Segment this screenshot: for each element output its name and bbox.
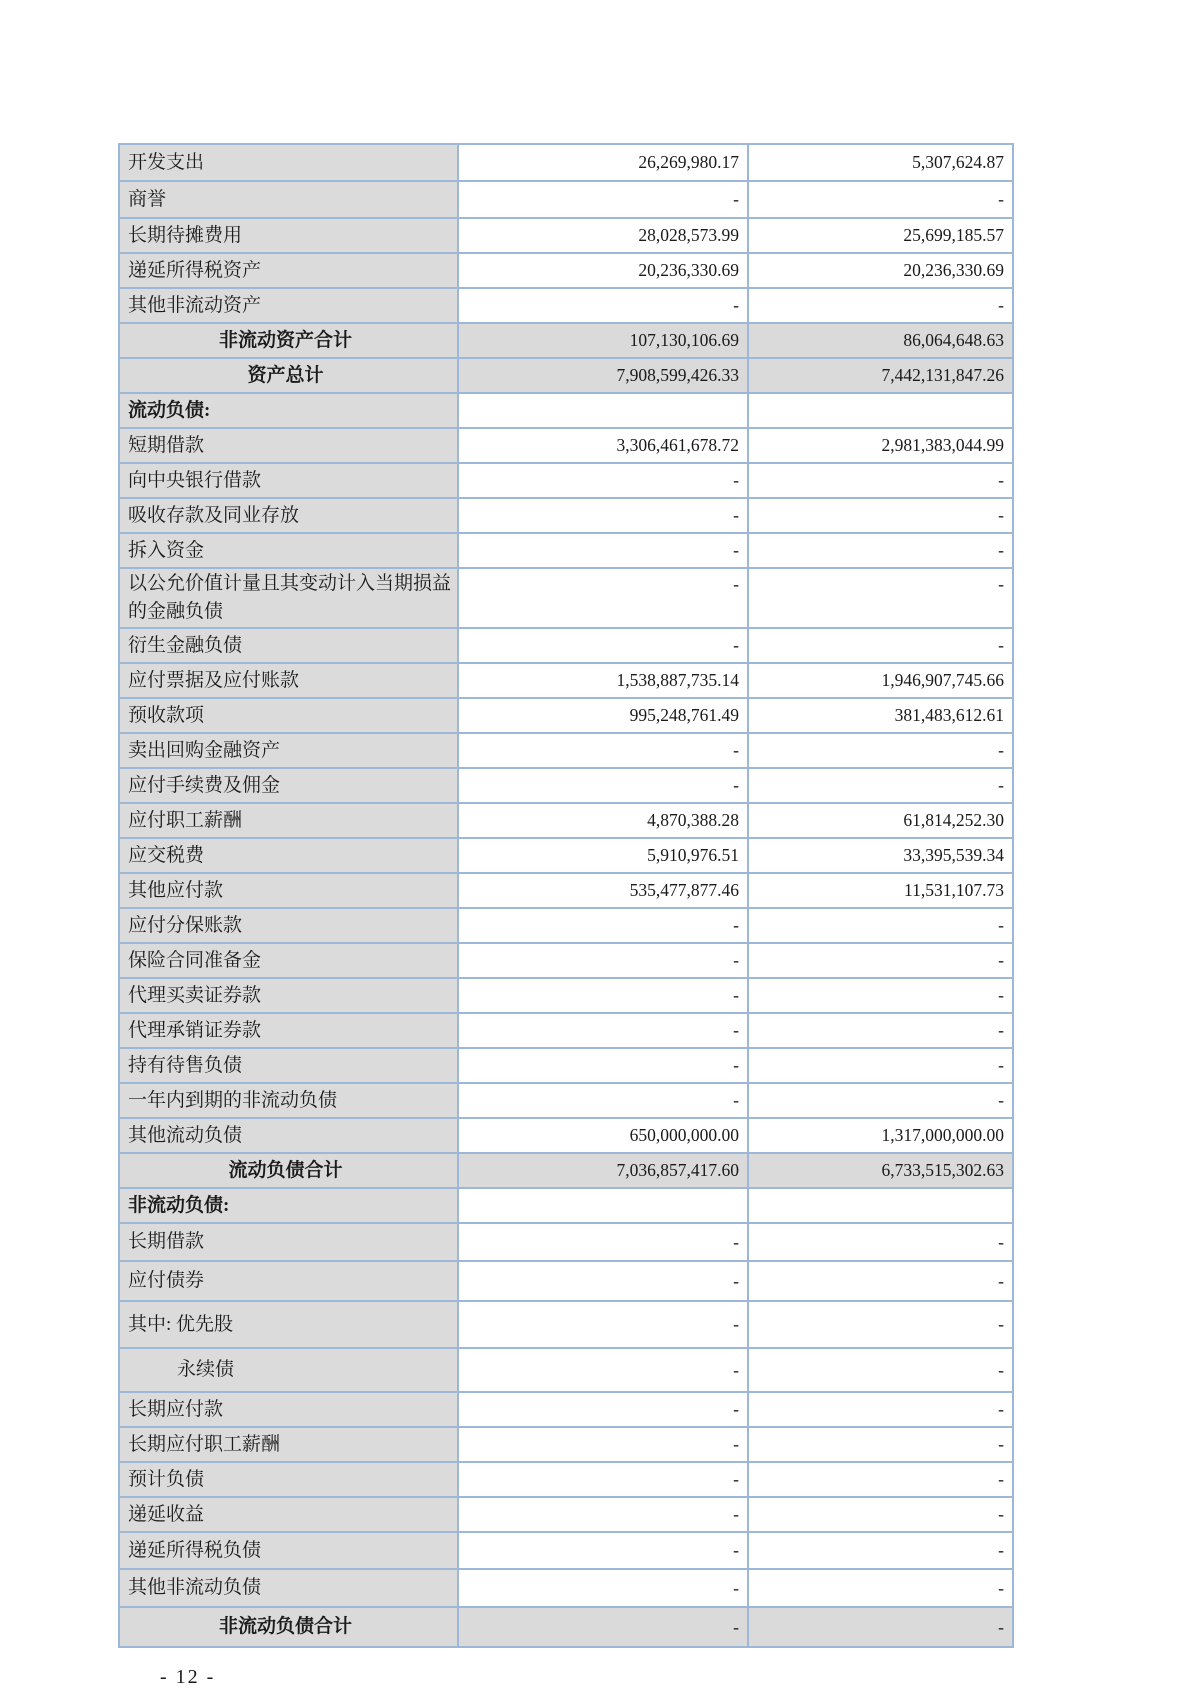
row-label: 应付职工薪酬: [119, 803, 458, 838]
row-label: 其他流动负债: [119, 1118, 458, 1153]
value-current-period: 995,248,761.49: [458, 698, 748, 733]
value-prior-period: 6,733,515,302.63: [748, 1153, 1013, 1188]
value-prior-period: 33,395,539.34: [748, 838, 1013, 873]
value-current-period: -: [458, 733, 748, 768]
value-current-period: -: [458, 908, 748, 943]
value-current-period: -: [458, 1427, 748, 1462]
value-current-period: -: [458, 628, 748, 663]
table-row: [119, 768, 1013, 803]
value-prior-period: -: [748, 1083, 1013, 1118]
row-label: 长期应付款: [119, 1392, 458, 1427]
value-current-period: -: [458, 498, 748, 533]
value-current-period: 650,000,000.00: [458, 1118, 748, 1153]
value-current-period: 1,538,887,735.14: [458, 663, 748, 698]
row-label: 应付票据及应付账款: [119, 663, 458, 698]
table-row: [119, 1532, 1013, 1569]
row-label: 开发支出: [119, 144, 458, 181]
table-row: [119, 428, 1013, 463]
table-row: [119, 1261, 1013, 1301]
value-prior-period: 1,946,907,745.66: [748, 663, 1013, 698]
value-prior-period: 86,064,648.63: [748, 323, 1013, 358]
table-row: [119, 698, 1013, 733]
row-label: 非流动资产合计: [119, 323, 458, 358]
value-current-period: 3,306,461,678.72: [458, 428, 748, 463]
value-prior-period: -: [748, 1607, 1013, 1647]
value-current-period: -: [458, 1462, 748, 1497]
row-label: 商誉: [119, 181, 458, 218]
table-row: [119, 1569, 1013, 1607]
value-prior-period: 1,317,000,000.00: [748, 1118, 1013, 1153]
row-label: 应付手续费及佣金: [119, 768, 458, 803]
row-label: 资产总计: [119, 358, 458, 393]
value-current-period: -: [458, 533, 748, 568]
table-row: [119, 978, 1013, 1013]
table-row: [119, 1188, 1013, 1223]
value-current-period: -: [458, 978, 748, 1013]
value-current-period: -: [458, 1048, 748, 1083]
value-current-period: [458, 1188, 748, 1223]
value-prior-period: 2,981,383,044.99: [748, 428, 1013, 463]
value-prior-period: -: [748, 1569, 1013, 1607]
value-current-period: 26,269,980.17: [458, 144, 748, 181]
value-current-period: 535,477,877.46: [458, 873, 748, 908]
row-label: 流动负债合计: [119, 1153, 458, 1188]
row-label: 拆入资金: [119, 533, 458, 568]
table-row: [119, 218, 1013, 253]
value-current-period: -: [458, 1497, 748, 1532]
row-label: 代理买卖证券款: [119, 978, 458, 1013]
row-label: 非流动负债:: [119, 1188, 458, 1223]
value-current-period: -: [458, 1348, 748, 1392]
table-row: [119, 1118, 1013, 1153]
value-prior-period: -: [748, 181, 1013, 218]
value-prior-period: -: [748, 1261, 1013, 1301]
row-label: 代理承销证券款: [119, 1013, 458, 1048]
value-current-period: -: [458, 768, 748, 803]
value-current-period: -: [458, 1569, 748, 1607]
table-row: [119, 1497, 1013, 1532]
value-prior-period: -: [748, 1013, 1013, 1048]
table-row: [119, 628, 1013, 663]
row-label: 长期待摊费用: [119, 218, 458, 253]
value-prior-period: [748, 1188, 1013, 1223]
value-prior-period: -: [748, 1392, 1013, 1427]
value-prior-period: -: [748, 908, 1013, 943]
row-label: 永续债: [119, 1348, 458, 1392]
table-row: [119, 803, 1013, 838]
table-row: [119, 663, 1013, 698]
value-prior-period: -: [748, 1301, 1013, 1348]
row-label: 保险合同准备金: [119, 943, 458, 978]
value-prior-period: 381,483,612.61: [748, 698, 1013, 733]
table-row: [119, 1083, 1013, 1118]
balance-sheet-body: [119, 144, 1013, 1647]
value-current-period: 28,028,573.99: [458, 218, 748, 253]
page-number: - 12 -: [160, 1666, 216, 1688]
table-row: [119, 1427, 1013, 1462]
table-row: [119, 733, 1013, 768]
value-prior-period: -: [748, 733, 1013, 768]
row-label: 预收款项: [119, 698, 458, 733]
value-current-period: 107,130,106.69: [458, 323, 748, 358]
table-row: [119, 288, 1013, 323]
table-row: [119, 181, 1013, 218]
table-row: [119, 144, 1013, 181]
value-current-period: -: [458, 1261, 748, 1301]
table-row: [119, 873, 1013, 908]
value-current-period: -: [458, 568, 748, 628]
table-row: [119, 838, 1013, 873]
row-label: 长期应付职工薪酬: [119, 1427, 458, 1462]
table-row: [119, 1153, 1013, 1188]
value-current-period: 4,870,388.28: [458, 803, 748, 838]
value-current-period: -: [458, 1223, 748, 1261]
row-label: 其他非流动资产: [119, 288, 458, 323]
row-label: 应付分保账款: [119, 908, 458, 943]
value-current-period: 7,908,599,426.33: [458, 358, 748, 393]
table-row: [119, 1048, 1013, 1083]
value-prior-period: 20,236,330.69: [748, 253, 1013, 288]
value-current-period: -: [458, 1083, 748, 1118]
row-label: 应付债券: [119, 1261, 458, 1301]
value-current-period: -: [458, 943, 748, 978]
table-row: [119, 533, 1013, 568]
row-label: 流动负债:: [119, 393, 458, 428]
value-current-period: 7,036,857,417.60: [458, 1153, 748, 1188]
row-label: 预计负债: [119, 1462, 458, 1497]
value-prior-period: -: [748, 533, 1013, 568]
value-prior-period: -: [748, 463, 1013, 498]
value-prior-period: -: [748, 1348, 1013, 1392]
value-prior-period: 25,699,185.57: [748, 218, 1013, 253]
table-row: [119, 568, 1013, 628]
row-label: 长期借款: [119, 1223, 458, 1261]
table-row: [119, 1301, 1013, 1348]
value-current-period: -: [458, 463, 748, 498]
row-label: 其他应付款: [119, 873, 458, 908]
value-prior-period: -: [748, 1427, 1013, 1462]
row-label: 短期借款: [119, 428, 458, 463]
value-prior-period: 5,307,624.87: [748, 144, 1013, 181]
value-prior-period: 61,814,252.30: [748, 803, 1013, 838]
row-label: 吸收存款及同业存放: [119, 498, 458, 533]
value-current-period: -: [458, 1532, 748, 1569]
table-row: [119, 1607, 1013, 1647]
row-label: 一年内到期的非流动负债: [119, 1083, 458, 1118]
value-prior-period: -: [748, 1223, 1013, 1261]
value-current-period: -: [458, 1607, 748, 1647]
table-row: [119, 393, 1013, 428]
table-row: [119, 1223, 1013, 1261]
value-prior-period: 11,531,107.73: [748, 873, 1013, 908]
value-current-period: -: [458, 1392, 748, 1427]
row-label: 其他非流动负债: [119, 1569, 458, 1607]
value-prior-period: 7,442,131,847.26: [748, 358, 1013, 393]
value-prior-period: -: [748, 1532, 1013, 1569]
value-current-period: -: [458, 1301, 748, 1348]
table-row: [119, 463, 1013, 498]
row-label: 卖出回购金融资产: [119, 733, 458, 768]
table-row: [119, 253, 1013, 288]
value-prior-period: [748, 393, 1013, 428]
table-row: [119, 943, 1013, 978]
value-prior-period: -: [748, 768, 1013, 803]
table-row: [119, 1348, 1013, 1392]
row-label: 衍生金融负债: [119, 628, 458, 663]
table-row: [119, 498, 1013, 533]
value-prior-period: -: [748, 288, 1013, 323]
table-row: [119, 358, 1013, 393]
row-label: 递延所得税资产: [119, 253, 458, 288]
value-current-period: -: [458, 288, 748, 323]
value-prior-period: -: [748, 1048, 1013, 1083]
value-prior-period: -: [748, 628, 1013, 663]
table-row: [119, 1462, 1013, 1497]
value-prior-period: -: [748, 943, 1013, 978]
row-label: 递延收益: [119, 1497, 458, 1532]
balance-sheet-table: [118, 143, 1014, 1648]
table-row: [119, 1013, 1013, 1048]
row-label: 以公允价值计量且其变动计入当期损益的金融负债: [119, 568, 458, 628]
row-label: 向中央银行借款: [119, 463, 458, 498]
row-label: 应交税费: [119, 838, 458, 873]
value-current-period: 20,236,330.69: [458, 253, 748, 288]
value-current-period: -: [458, 1013, 748, 1048]
row-label: 非流动负债合计: [119, 1607, 458, 1647]
value-prior-period: -: [748, 568, 1013, 628]
table-row: [119, 1392, 1013, 1427]
row-label: 其中: 优先股: [119, 1301, 458, 1348]
row-label: 递延所得税负债: [119, 1532, 458, 1569]
row-label: 持有待售负债: [119, 1048, 458, 1083]
value-prior-period: -: [748, 1497, 1013, 1532]
value-prior-period: -: [748, 1462, 1013, 1497]
table-row: [119, 908, 1013, 943]
value-prior-period: -: [748, 498, 1013, 533]
value-current-period: [458, 393, 748, 428]
value-current-period: 5,910,976.51: [458, 838, 748, 873]
value-current-period: -: [458, 181, 748, 218]
value-prior-period: -: [748, 978, 1013, 1013]
table-row: [119, 323, 1013, 358]
